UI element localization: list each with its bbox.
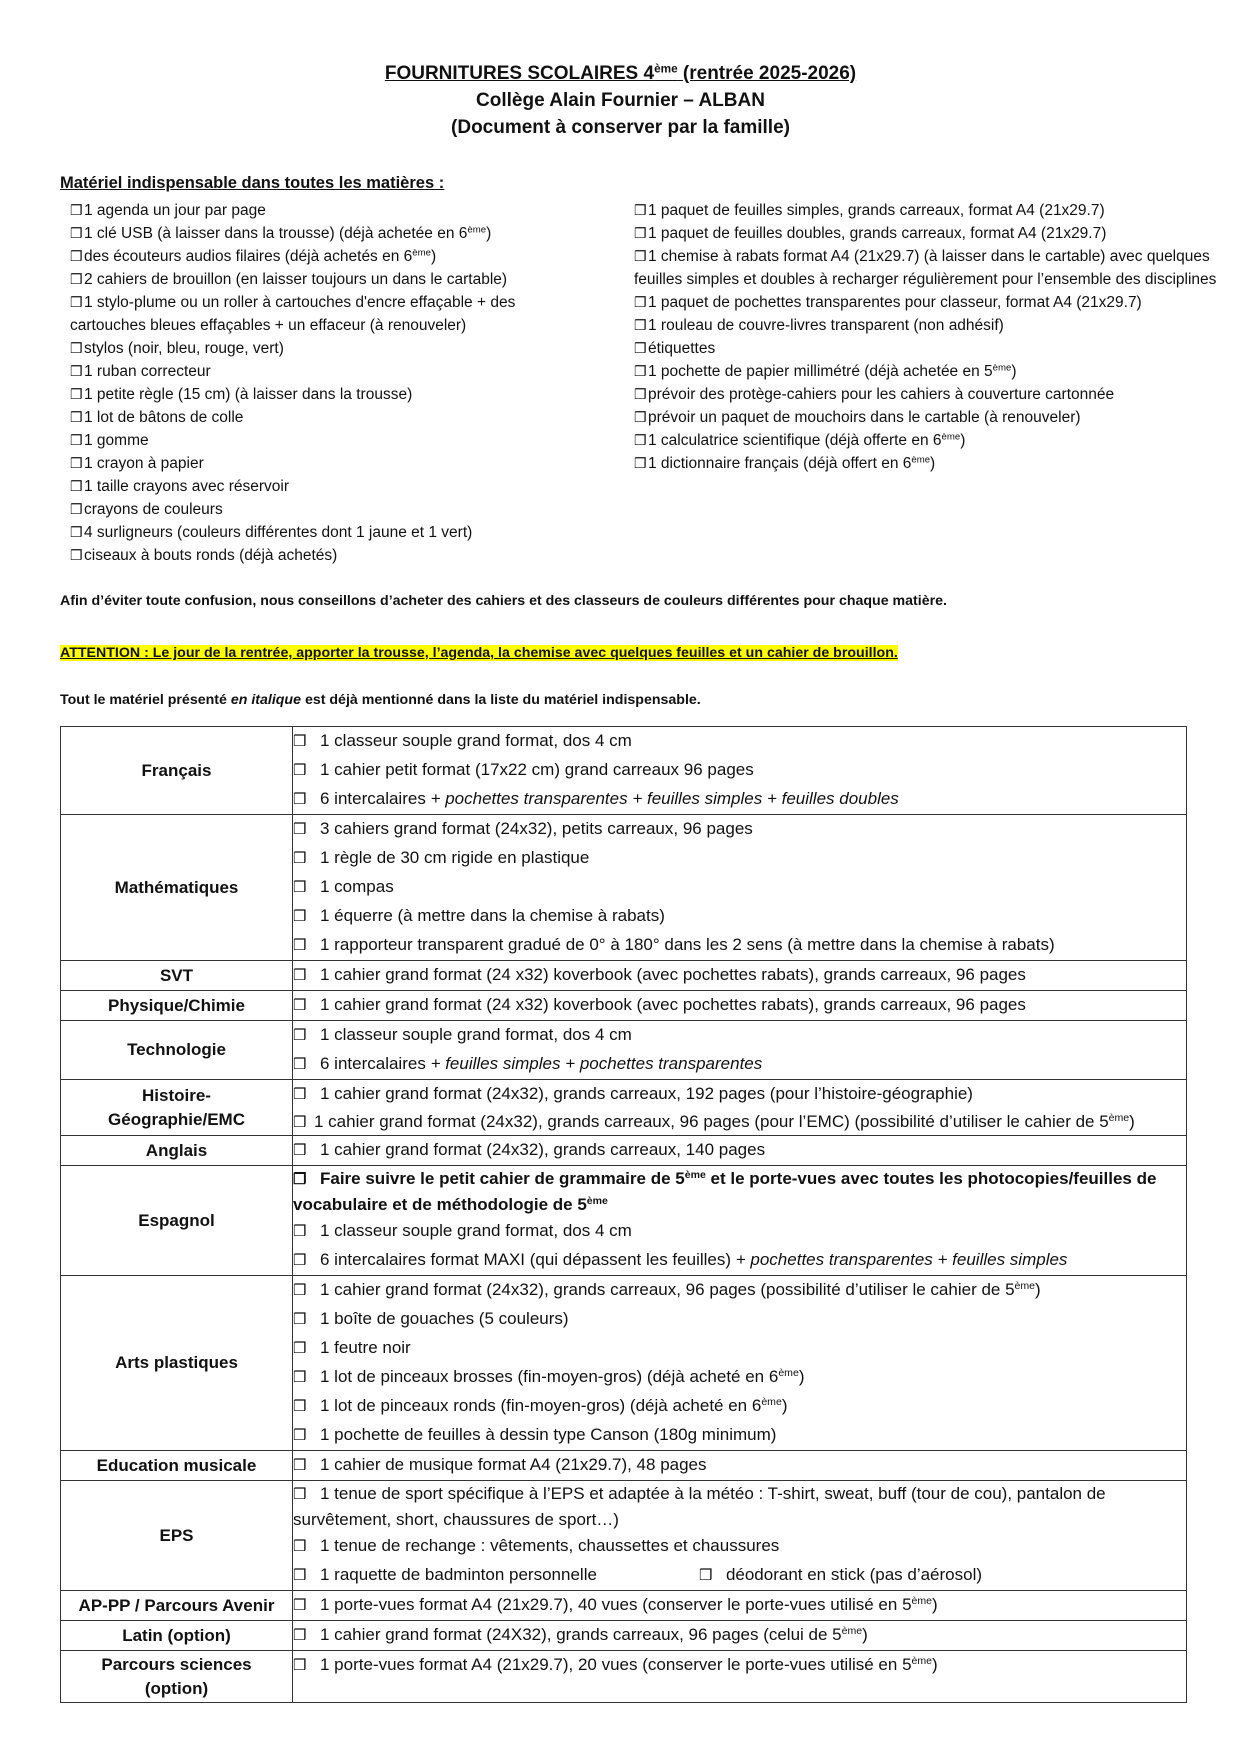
subject-items bbox=[293, 991, 1187, 1021]
checkbox-icon[interactable]: ❒ bbox=[293, 967, 307, 984]
checkbox-icon[interactable]: ❒ bbox=[293, 733, 307, 750]
essential-item: ❒1 paquet de feuilles doubles, grands carreaux, format A4 (21x29.7) bbox=[634, 222, 1224, 245]
essential-item: ❒1 agenda un jour par page bbox=[70, 199, 590, 222]
essential-item: ❒1 paquet de feuilles simples, grands carreaux, format A4 (21x29.7) bbox=[634, 199, 1224, 222]
checkbox-icon[interactable]: ❒ bbox=[293, 1086, 307, 1103]
subject-label: Français bbox=[61, 727, 293, 815]
advice-text: Afin d’éviter toute confusion, nous conseillons d’acheter des cahiers et des classeurs de couleurs différentes pour chaque matière. bbox=[60, 593, 947, 609]
subject-items bbox=[293, 1166, 1187, 1276]
table-row-eps bbox=[61, 1481, 1187, 1591]
subject-label: Education musicale bbox=[61, 1451, 293, 1481]
list-item: ❒ 1 règle de 30 cm rigide en plastique bbox=[293, 844, 1186, 873]
checkbox-icon[interactable]: ❒ bbox=[293, 997, 307, 1014]
list-item: ❒ 1 cahier grand format (24 x32) koverbook (avec pochettes rabats), grands carreaux, 96 pages bbox=[293, 961, 1186, 990]
list-item: ❒ 1 cahier grand format (24x32), grands carreaux, 140 pages bbox=[293, 1136, 1186, 1165]
checkbox-icon[interactable]: ❒ bbox=[293, 1223, 307, 1240]
checkbox-icon[interactable]: ❒ bbox=[634, 225, 647, 241]
essential-item: ❒1 pochette de papier millimétré (déjà achetée en 5ème) bbox=[634, 360, 1224, 383]
essential-item: ❒1 calculatrice scientifique (déjà offerte en 6ème) bbox=[634, 429, 1224, 452]
checkbox-icon[interactable]: ❒ bbox=[293, 1114, 307, 1131]
checkbox-icon[interactable]: ❒ bbox=[634, 455, 647, 471]
list-item: ❒ 1 lot de pinceaux ronds (fin-moyen-gros) (déjà acheté en 6ème) bbox=[293, 1392, 1186, 1421]
checkbox-icon[interactable]: ❒ bbox=[293, 762, 307, 779]
checkbox-icon[interactable]: ❒ bbox=[70, 432, 83, 448]
subject-items bbox=[293, 1021, 1187, 1080]
list-item: ❒ 1 feutre noir bbox=[293, 1334, 1186, 1363]
list-item: ❒ 1 raquette de badminton personnelle ❒ déodorant en stick (pas d’aérosol) bbox=[293, 1561, 1186, 1590]
checkbox-icon[interactable]: ❒ bbox=[293, 1398, 307, 1415]
checkbox-icon[interactable]: ❒ bbox=[70, 271, 83, 287]
subject-items bbox=[293, 1136, 1187, 1166]
checkbox-icon[interactable]: ❒ bbox=[293, 791, 307, 808]
checkbox-icon[interactable]: ❒ bbox=[698, 1567, 713, 1584]
subject-items bbox=[293, 727, 1187, 815]
subject-label: Anglais bbox=[61, 1136, 293, 1166]
checkbox-icon[interactable]: ❒ bbox=[293, 1627, 307, 1644]
checkbox-icon[interactable]: ❒ bbox=[293, 1282, 307, 1299]
essential-item: ❒1 clé USB (à laisser dans la trousse) (déjà achetée en 6ème) bbox=[70, 222, 590, 245]
essential-item: ❒ciseaux à bouts ronds (déjà achetés) bbox=[70, 544, 590, 567]
table-row-histoire bbox=[61, 1080, 1187, 1136]
checkbox-icon[interactable]: ❒ bbox=[293, 1538, 307, 1555]
checkbox-icon[interactable]: ❒ bbox=[293, 850, 307, 867]
checkbox-icon[interactable]: ❒ bbox=[293, 1340, 307, 1357]
essential-item: ❒1 crayon à papier bbox=[70, 452, 590, 475]
document-subtitle: (Document à conserver par la famille) bbox=[451, 117, 790, 138]
checkbox-icon[interactable]: ❒ bbox=[293, 1027, 307, 1044]
list-item: ❒ 1 compas bbox=[293, 873, 1186, 902]
checkbox-icon[interactable]: ❒ bbox=[293, 1369, 307, 1386]
list-item: ❒ 1 classeur souple grand format, dos 4 cm bbox=[293, 727, 1186, 756]
table-row-physique bbox=[61, 991, 1187, 1021]
list-item: ❒ 1 boîte de gouaches (5 couleurs) bbox=[293, 1305, 1186, 1334]
table-row-maths bbox=[61, 815, 1187, 961]
list-item: ❒ 3 cahiers grand format (24x32), petits carreaux, 96 pages bbox=[293, 815, 1186, 844]
checkbox-icon[interactable]: ❒ bbox=[70, 202, 83, 218]
list-item: ❒ 1 porte-vues format A4 (21x29.7), 40 vues (conserver le porte-vues utilisé en 5ème) bbox=[293, 1591, 1186, 1620]
subject-items bbox=[293, 815, 1187, 961]
document-header bbox=[0, 60, 1241, 141]
checkbox-icon[interactable]: ❒ bbox=[70, 524, 83, 540]
checkbox-icon[interactable]: ❒ bbox=[293, 937, 307, 954]
attention-notice: ATTENTION : Le jour de la rentrée, apporter la trousse, l’agenda, la chemise avec quelques feuilles et un cahier de brouillon. bbox=[60, 645, 898, 661]
table-row-arts bbox=[61, 1276, 1187, 1451]
essential-item: ❒1 dictionnaire français (déjà offert en 6ème) bbox=[634, 452, 1224, 475]
essential-item: ❒1 gomme bbox=[70, 429, 590, 452]
essential-item: ❒des écouteurs audios filaires (déjà achetés en 6ème) bbox=[70, 245, 590, 268]
list-item: ❒ 1 cahier grand format (24x32), grands carreaux, 192 pages (pour l’histoire-géographie) bbox=[293, 1080, 1186, 1109]
checkbox-icon[interactable]: ❒ bbox=[70, 340, 83, 356]
checkbox-icon[interactable]: ❒ bbox=[70, 294, 83, 310]
essential-item: ❒1 paquet de pochettes transparentes pour classeur, format A4 (21x29.7) bbox=[634, 291, 1224, 314]
list-item: ❒ 6 intercalaires format MAXI (qui dépassent les feuilles) + pochettes transparentes + feuilles simples bbox=[293, 1246, 1186, 1275]
essential-item: ❒1 taille crayons avec réservoir bbox=[70, 475, 590, 498]
subject-label: EPS bbox=[61, 1481, 293, 1591]
essential-item: ❒1 lot de bâtons de colle bbox=[70, 406, 590, 429]
essential-item: ❒prévoir un paquet de mouchoirs dans le cartable (à renouveler) bbox=[634, 406, 1224, 429]
checkbox-icon[interactable]: ❒ bbox=[70, 455, 83, 471]
checkbox-icon[interactable]: ❒ bbox=[70, 248, 83, 264]
essential-item: ❒1 chemise à rabats format A4 (21x29.7) (à laisser dans le cartable) avec quelques feuilles simples et doubles à recharger régulièrement pour l’ensemble des disciplines bbox=[634, 245, 1224, 291]
list-item: ❒ 1 classeur souple grand format, dos 4 cm bbox=[293, 1217, 1186, 1246]
subject-label: Technologie bbox=[61, 1021, 293, 1080]
table-row-francais bbox=[61, 727, 1187, 815]
table-row-anglais bbox=[61, 1136, 1187, 1166]
subject-label: SVT bbox=[61, 961, 293, 991]
subject-items bbox=[293, 1080, 1187, 1136]
checkbox-icon[interactable]: ❒ bbox=[634, 317, 647, 333]
checkbox-icon[interactable]: ❒ bbox=[634, 248, 647, 264]
list-item: ❒ 1 cahier grand format (24X32), grands carreaux, 96 pages (celui de 5ème) bbox=[293, 1621, 1186, 1650]
subject-items bbox=[293, 1451, 1187, 1481]
essential-item: ❒2 cahiers de brouillon (en laisser toujours un dans le cartable) bbox=[70, 268, 590, 291]
checkbox-icon[interactable]: ❒ bbox=[293, 879, 307, 896]
checkbox-icon[interactable]: ❒ bbox=[70, 386, 83, 402]
list-item: ❒ 1 pochette de feuilles à dessin type Canson (180g minimum) bbox=[293, 1421, 1186, 1450]
subject-items bbox=[293, 1591, 1187, 1621]
checkbox-icon[interactable]: ❒ bbox=[293, 1427, 307, 1444]
subject-items bbox=[293, 1481, 1187, 1591]
checkbox-icon[interactable]: ❒ bbox=[293, 1252, 307, 1269]
essential-item: ❒crayons de couleurs bbox=[70, 498, 590, 521]
essential-item: ❒1 ruban correcteur bbox=[70, 360, 590, 383]
checkbox-icon[interactable]: ❒ bbox=[634, 202, 647, 218]
checkbox-icon[interactable]: ❒ bbox=[634, 386, 647, 402]
subject-items bbox=[293, 1621, 1187, 1651]
subject-label: AP-PP / Parcours Avenir bbox=[61, 1591, 293, 1621]
checkbox-icon[interactable]: ❒ bbox=[293, 1486, 307, 1503]
essential-item: ❒étiquettes bbox=[634, 337, 1224, 360]
subject-items bbox=[293, 961, 1187, 991]
checkbox-icon[interactable]: ❒ bbox=[70, 547, 83, 563]
list-item: ❒ 1 cahier grand format (24x32), grands carreaux, 96 pages (pour l’EMC) (possibilité d’utiliser le cahier de 5ème) bbox=[293, 1109, 1186, 1135]
essential-item: ❒1 petite règle (15 cm) (à laisser dans la trousse) bbox=[70, 383, 590, 406]
italic-note: Tout le matériel présenté en italique est déjà mentionné dans la liste du matériel indispensable. bbox=[60, 692, 701, 708]
list-item: ❒ 1 tenue de rechange : vêtements, chaussettes et chaussures bbox=[293, 1532, 1186, 1561]
table-row-appp bbox=[61, 1591, 1187, 1621]
checkbox-icon[interactable]: ❒ bbox=[293, 1457, 307, 1474]
subject-label: Arts plastiques bbox=[61, 1276, 293, 1451]
checkbox-icon[interactable]: ❒ bbox=[70, 225, 83, 241]
school-name: Collège Alain Fournier – ALBAN bbox=[476, 90, 765, 111]
checkbox-icon[interactable]: ❒ bbox=[70, 409, 83, 425]
list-item: ❒ 6 intercalaires + feuilles simples + pochettes transparentes bbox=[293, 1050, 1186, 1079]
subject-label: Espagnol bbox=[61, 1166, 293, 1276]
list-item: ❒ Faire suivre le petit cahier de grammaire de 5ème et le porte-vues avec toutes les photocopies/feuilles de vocabulaire et de méthodologie de 5ème bbox=[293, 1169, 1157, 1214]
checkbox-icon[interactable]: ❒ bbox=[70, 363, 83, 379]
checkbox-icon[interactable]: ❒ bbox=[293, 1311, 307, 1328]
checkbox-icon[interactable]: ❒ bbox=[634, 409, 647, 425]
essential-list-left bbox=[70, 199, 590, 567]
essential-item: ❒1 stylo-plume ou un roller à cartouches d'encre effaçable + des cartouches bleues effaçables + un effaceur (à renouveler) bbox=[70, 291, 590, 337]
essential-item: ❒prévoir des protège-cahiers pour les cahiers à couverture cartonnée bbox=[634, 383, 1224, 406]
checkbox-icon[interactable]: ❒ bbox=[293, 1142, 307, 1159]
subject-label: Mathématiques bbox=[61, 815, 293, 961]
table-row-sciences bbox=[61, 1651, 1187, 1703]
table-row-espagnol bbox=[61, 1166, 1187, 1276]
supplies-table bbox=[60, 726, 1187, 1703]
checkbox-icon[interactable]: ❒ bbox=[634, 363, 647, 379]
checkbox-icon[interactable]: ❒ bbox=[293, 908, 307, 925]
checkbox-icon[interactable]: ❒ bbox=[70, 478, 83, 494]
essential-list-right bbox=[634, 199, 1224, 475]
subject-label: Parcours sciences (option) bbox=[61, 1651, 293, 1703]
subject-label: Latin (option) bbox=[61, 1621, 293, 1651]
checkbox-icon[interactable]: ❒ bbox=[293, 1171, 307, 1188]
list-item: ❒ 1 tenue de sport spécifique à l’EPS et adaptée à la météo : T-shirt, sweat, buff (tour de cou), pantalon de survêtement, short, chaussures de sport…) bbox=[293, 1484, 1106, 1529]
list-item: ❒ 1 cahier grand format (24 x32) koverbook (avec pochettes rabats), grands carreaux, 96 pages bbox=[293, 991, 1186, 1020]
checkbox-icon[interactable]: ❒ bbox=[634, 294, 647, 310]
subject-items bbox=[293, 1276, 1187, 1451]
list-item: ❒ 1 cahier grand format (24x32), grands carreaux, 96 pages (possibilité d’utiliser le cahier de 5ème) bbox=[293, 1276, 1186, 1305]
subject-label: Histoire- Géographie/EMC bbox=[61, 1080, 293, 1136]
list-item: ❒ 1 équerre (à mettre dans la chemise à rabats) bbox=[293, 902, 1186, 931]
table-row-technologie bbox=[61, 1021, 1187, 1080]
subject-items bbox=[293, 1651, 1187, 1703]
checkbox-icon[interactable]: ❒ bbox=[293, 821, 307, 838]
table-row-svt bbox=[61, 961, 1187, 991]
checkbox-icon[interactable]: ❒ bbox=[293, 1657, 307, 1674]
table-row-latin bbox=[61, 1621, 1187, 1651]
list-item: ❒ 1 porte-vues format A4 (21x29.7), 20 vues (conserver le porte-vues utilisé en 5ème) bbox=[293, 1651, 1186, 1680]
checkbox-icon[interactable]: ❒ bbox=[70, 501, 83, 517]
essential-item: ❒1 rouleau de couvre-livres transparent (non adhésif) bbox=[634, 314, 1224, 337]
list-item: ❒ 6 intercalaires + pochettes transparentes + feuilles simples + feuilles doubles bbox=[293, 785, 1186, 814]
essential-section-title: Matériel indispensable dans toutes les matières : bbox=[60, 174, 445, 192]
subject-label: Physique/Chimie bbox=[61, 991, 293, 1021]
table-row-musique bbox=[61, 1451, 1187, 1481]
list-item: ❒ 1 cahier petit format (17x22 cm) grand carreaux 96 pages bbox=[293, 756, 1186, 785]
checkbox-icon[interactable]: ❒ bbox=[293, 1567, 307, 1584]
checkbox-icon[interactable]: ❒ bbox=[293, 1597, 307, 1614]
essential-item: ❒stylos (noir, bleu, rouge, vert) bbox=[70, 337, 590, 360]
checkbox-icon[interactable]: ❒ bbox=[634, 432, 647, 448]
list-item: ❒ 1 lot de pinceaux brosses (fin-moyen-gros) (déjà acheté en 6ème) bbox=[293, 1363, 1186, 1392]
essential-item: ❒4 surligneurs (couleurs différentes dont 1 jaune et 1 vert) bbox=[70, 521, 590, 544]
document-title: FOURNITURES SCOLAIRES 4ème (rentrée 2025-2026) bbox=[384, 62, 857, 84]
list-item: ❒ 1 classeur souple grand format, dos 4 cm bbox=[293, 1021, 1186, 1050]
list-item: ❒ 1 cahier de musique format A4 (21x29.7), 48 pages bbox=[293, 1451, 1186, 1480]
list-item: ❒ 1 rapporteur transparent gradué de 0° à 180° dans les 2 sens (à mettre dans la chemise à rabats) bbox=[293, 931, 1186, 960]
checkbox-icon[interactable]: ❒ bbox=[293, 1056, 307, 1073]
checkbox-icon[interactable]: ❒ bbox=[634, 340, 647, 356]
